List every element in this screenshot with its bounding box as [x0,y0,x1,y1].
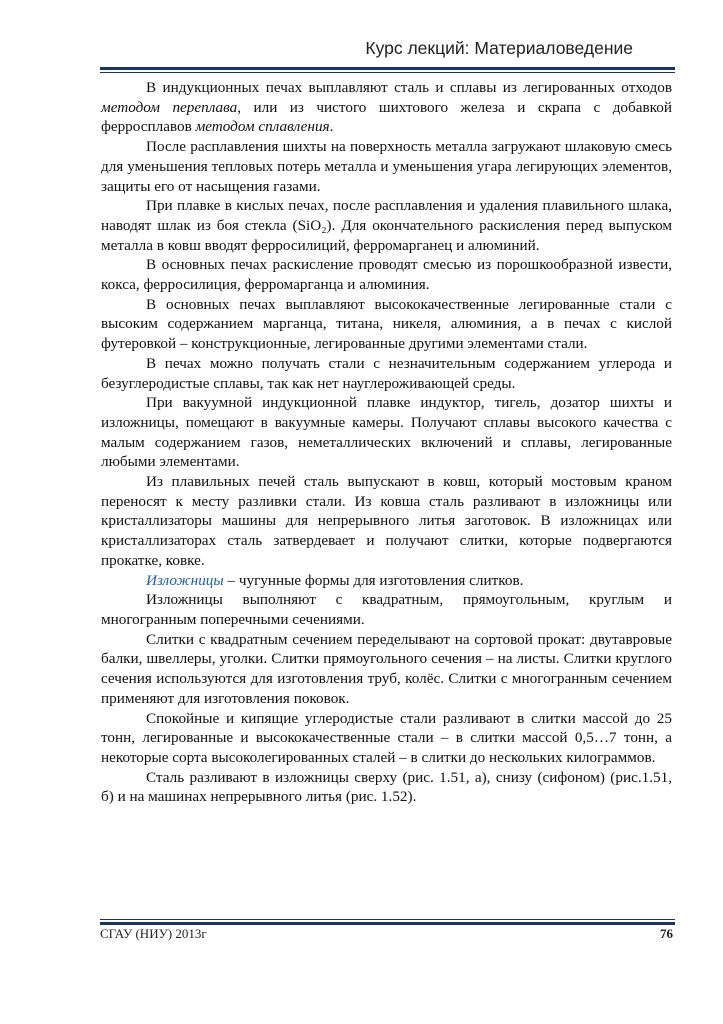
paragraph: В основных печах выплавляют высококачественные легированные стали с высоким содержанием марганца, титана, никеля, алюминия, а в печах с кислой футеровкой – конструкционные, легированные другими элементами стали. [101,295,672,353]
paragraph: Слитки с квадратным сечением переделывают на сортовой прокат: двутавровые балки, швеллеры, уголки. Слитки прямоугольного сечения – на листы. Слитки круглого сечения используются для изготовления труб, колёс. Слитки с многогранным сечением применяют для изготовления поковок. [101,630,672,707]
footer-institution: СГАУ (НИУ) 2013г [100,926,207,941]
paragraph: Изложницы – чугунные формы для изготовления слитков. [146,571,524,589]
paragraph: В индукционных печах выплавляют сталь и сплавы из легированных отходов методом переплава, или из чистого шихтового железа и скрапа с добавкой ферросплавов методом сплавления. [101,79,672,136]
page-body [101,78,672,807]
paragraph: Спокойные и кипящие углеродистые стали разливают в слитки массой до 25 тонн, легированные и высококачественные стали – в слитки массой 0,5…7 тонн, а некоторые сорта высоколегированных сталей – в слитки до нескольких килограммов. [101,709,672,766]
paragraph: Из плавильных печей сталь выпускают в ковш, который мостовым краном переносят к месту разливки стали. Из ковша сталь разливают в изложницы или кристаллизаторы машины для непрерывного литья заготовок. В изложницах или кристаллизаторах сталь затвердевает и получают слитки, которые подвергаются прокатке, ковке. [101,473,672,569]
paragraph: В основных печах раскисление проводят смесью из порошкообразной извести, кокса, ферросилиция, ферромарганца и алюминия. [101,256,672,294]
definition-term: Изложницы [146,571,224,589]
paragraph: Изложницы выполняют с квадратным, прямоугольным, круглым и многогранным поперечными сечениями. [101,591,672,628]
paragraph: При плавке в кислых печах, после расплавления и удаления плавильного шлака, наводят шлак из боя стекла (SiO₂). Для окончательного раскисления перед выпуском металла в ковш вводят ферросилиций, ферромарганец и алюминий. [101,197,672,254]
footer-rule [100,919,675,925]
paragraph: В печах можно получать стали с незначительным содержанием углерода и безуглеродистые сплавы, так как нет науглероживающей среды. [101,354,672,392]
header-rule [100,67,675,73]
paragraph: При вакуумной индукционной плавке индуктор, тигель, дозатор шихты и изложницы, помещают в вакуумные камеры. Получают сплавы высокого качества с малым содержанием газов, неметаллических включений и сплавы, легированные любыми элементами. [101,394,672,471]
page-number: 76 [660,926,673,941]
paragraph: Сталь разливают в изложницы сверху (рис. 1.51, а), снизу (сифоном) (рис.1.51, б) и на машинах непрерывного литья (рис. 1.52). [101,768,672,806]
page-header-title: Курс лекций: Материаловедение [365,38,633,58]
emphasis-term: методом сплавления [195,118,330,136]
paragraph: После расплавления шихты на поверхность металла загружают шлаковую смесь для уменьшения тепловых потерь металла и уменьшения угара легирующих элементов, защиты его от насыщения газами. [101,138,672,195]
emphasis-term: методом переплава [101,98,238,116]
